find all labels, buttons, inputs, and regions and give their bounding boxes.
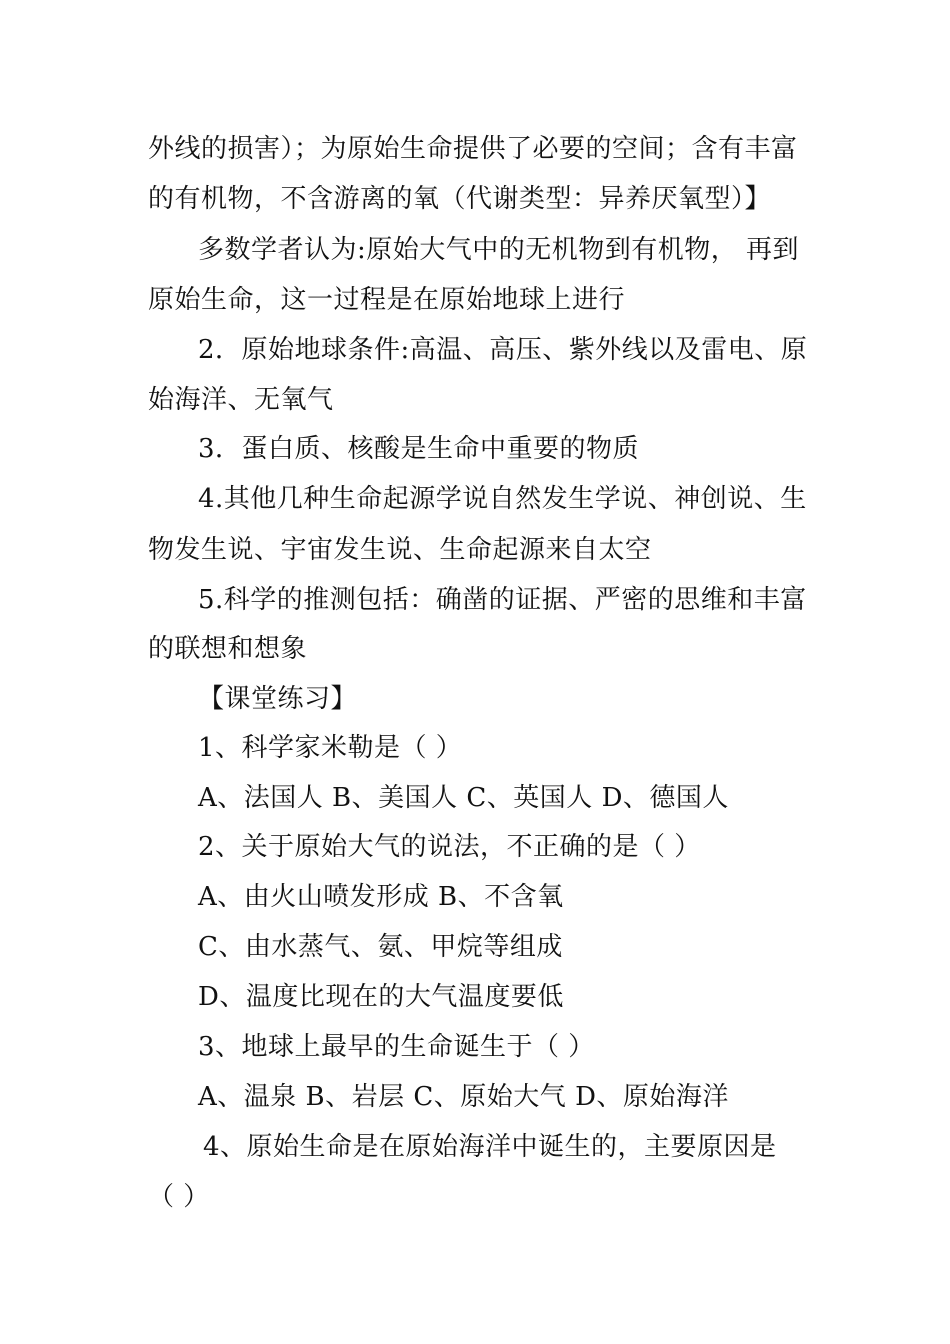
paragraph-line: 3．蛋白质、核酸是生命中重要的物质 bbox=[198, 434, 640, 464]
question-2-option: C、由水蒸气、氨、甲烷等组成 bbox=[198, 932, 563, 962]
question-4: 4、原始生命是在原始海洋中诞生的，主要原因是 bbox=[203, 1132, 777, 1162]
question-2: 2、关于原始大气的说法，不正确的是（ ） bbox=[198, 832, 701, 862]
question-3: 3、地球上最早的生命诞生于（ ） bbox=[198, 1032, 595, 1062]
question-1-options: A、法国人 B、美国人 C、英国人 D、德国人 bbox=[198, 783, 729, 813]
paragraph-line: 始海洋、无氧气 bbox=[148, 385, 334, 415]
question-2-option: A、由火山喷发形成 B、不含氧 bbox=[198, 882, 564, 912]
question-3-options: A、温泉 B、岩层 C、原始大气 D、原始海洋 bbox=[198, 1082, 729, 1112]
paragraph-line: 的有机物，不含游离的氧（代谢类型：异养厌氧型）】 bbox=[148, 184, 772, 214]
paragraph-line: 2．原始地球条件:高温、高压、紫外线以及雷电、原 bbox=[198, 335, 808, 365]
question-2-option: D、温度比现在的大气温度要低 bbox=[198, 982, 564, 1012]
section-heading: 【课堂练习】 bbox=[198, 684, 358, 714]
question-1: 1、科学家米勒是（ ） bbox=[198, 733, 463, 763]
paragraph-line: 物发生说、宇宙发生说、生命起源来自太空 bbox=[148, 535, 652, 565]
paragraph-line: 原始生命，这一过程是在原始地球上进行 bbox=[148, 285, 626, 315]
paragraph-line: 4.其他几种生命起源学说自然发生学说、神创说、生 bbox=[198, 484, 807, 514]
paragraph-line: 外线的损害）；为原始生命提供了必要的空间；含有丰富 bbox=[148, 134, 798, 164]
paragraph-line: 的联想和想象 bbox=[148, 634, 308, 664]
paragraph-line: 多数学者认为:原始大气中的无机物到有机物， 再到 bbox=[198, 235, 800, 265]
paragraph-line: 5.科学的推测包括：确凿的证据、严密的思维和丰富 bbox=[198, 585, 807, 615]
question-4-blank: （ ） bbox=[148, 1182, 210, 1212]
